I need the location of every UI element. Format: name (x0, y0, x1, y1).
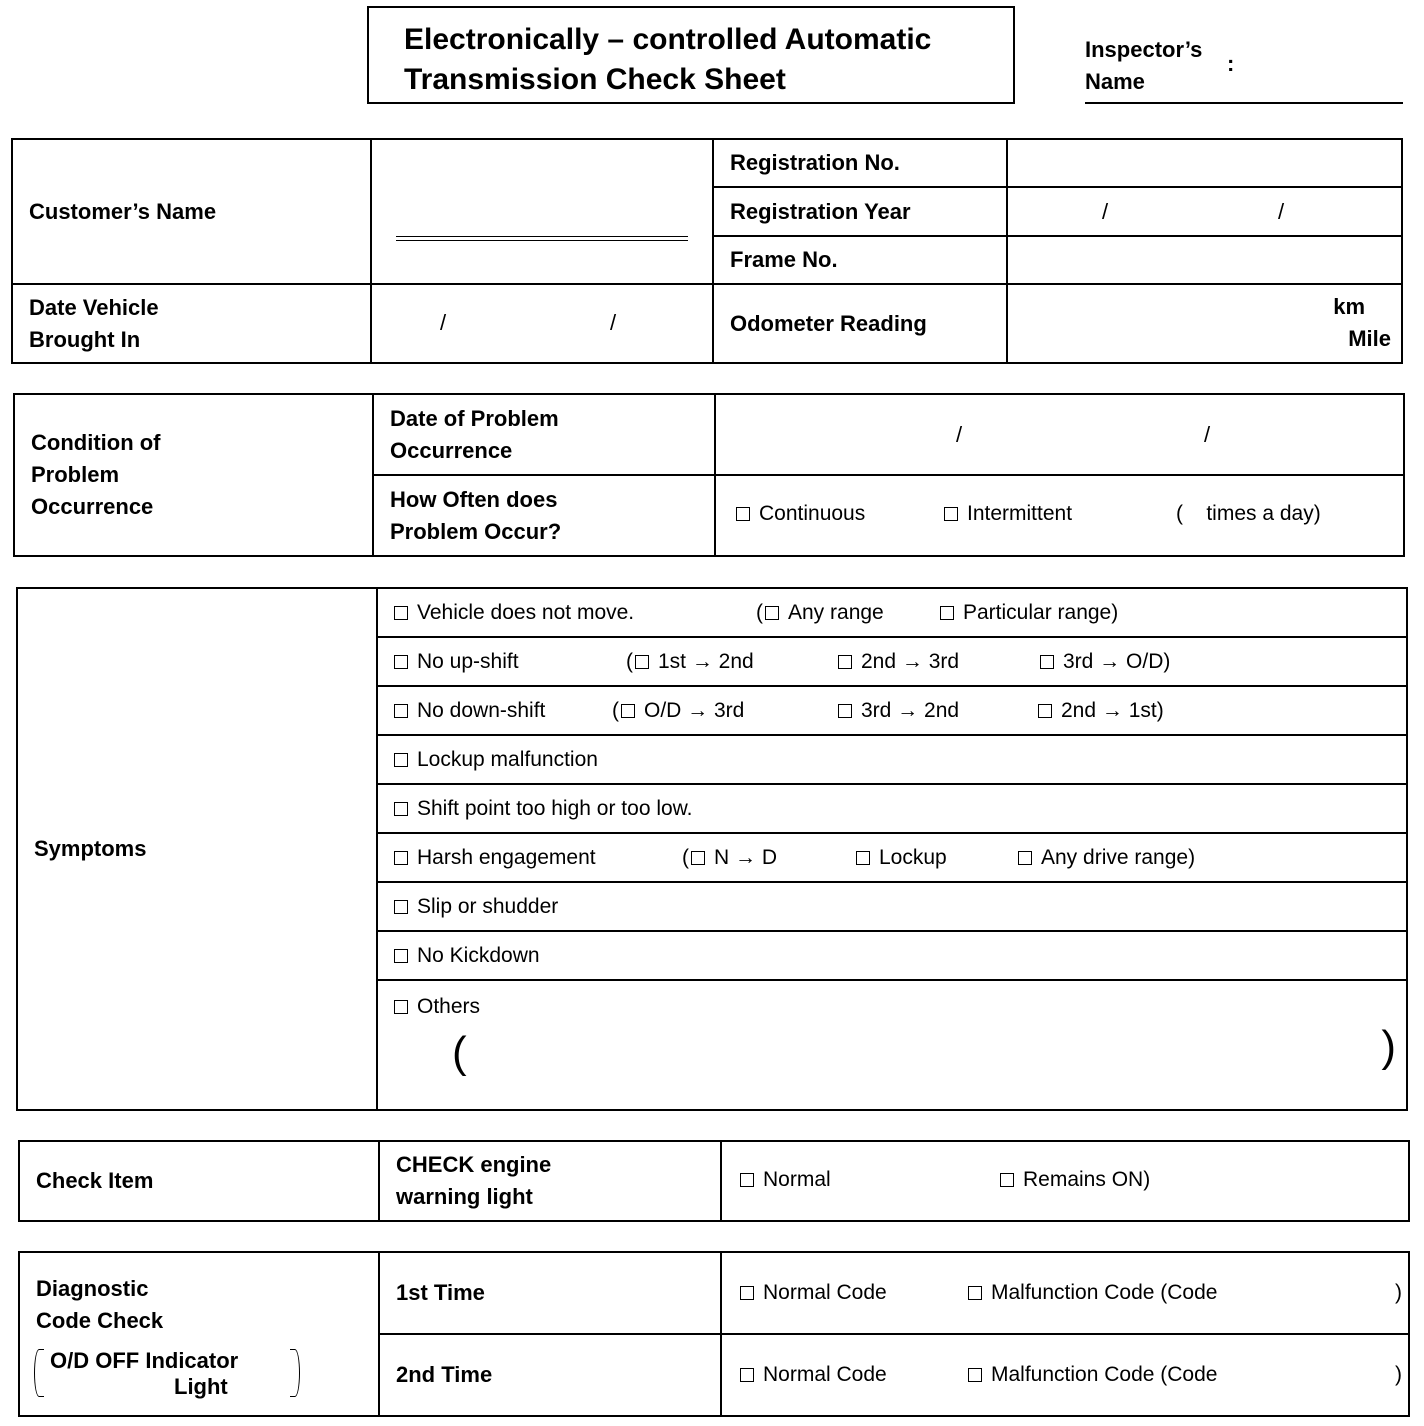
diagnostic-paren-close (290, 1349, 300, 1397)
second-code-close-paren: ) (1395, 1363, 1402, 1386)
odometer-field[interactable] (1007, 284, 1402, 363)
paren-open: ( (612, 699, 619, 722)
symptom-row (377, 637, 1407, 686)
second-time-label: 2nd Time (396, 1362, 493, 1387)
option-particular-range[interactable] (940, 597, 1118, 629)
diagnostic-table (18, 1251, 1410, 1417)
checkbox-second-normal-code[interactable] (740, 1368, 754, 1382)
checkbox-slip-shudder[interactable] (394, 900, 408, 914)
inspector-name-line[interactable] (1085, 102, 1403, 104)
inspector-label-line1: Inspector’s (1085, 37, 1203, 62)
paren-open: ( (756, 601, 763, 624)
checkbox-od-3rd[interactable] (621, 704, 635, 718)
option-n-d[interactable] (682, 842, 777, 874)
others-input-area[interactable] (478, 1031, 1358, 1081)
condition-label-line2: Problem (31, 462, 120, 487)
option-any-drive-range-label: Any drive range) (1041, 846, 1196, 869)
option-intermittent-label: Intermittent (967, 502, 1073, 525)
customer-name-label: Customer’s Name (29, 198, 217, 224)
problem-frequency-label-cell (373, 475, 715, 556)
check-engine-label-cell (379, 1141, 721, 1221)
symptom-row (377, 882, 1407, 931)
checkbox-no-downshift[interactable] (394, 704, 408, 718)
symptom-shift-point[interactable] (394, 793, 693, 825)
date-brought-in-slash-2: / (610, 310, 617, 336)
checkbox-any-drive-range[interactable] (1018, 851, 1032, 865)
problem-date-field[interactable] (715, 394, 1404, 475)
checkbox-no-upshift[interactable] (394, 655, 408, 669)
symptom-no-kickdown-label: No Kickdown (417, 944, 540, 967)
inspector-colon: : (1227, 51, 1235, 76)
problem-frequency-label-line1: How Often does (390, 486, 558, 512)
option-3rd-2nd[interactable] (838, 695, 959, 727)
option-normal[interactable] (740, 1164, 831, 1196)
symptoms-label: Symptoms (34, 836, 147, 861)
diagnostic-sub-label-line1: O/D OFF Indicator (50, 1348, 239, 1373)
registration-year-label: Registration Year (730, 198, 911, 224)
checkbox-lockup-malfunction[interactable] (394, 753, 408, 767)
date-brought-in-label-cell (12, 284, 371, 363)
first-time-label-cell (379, 1252, 721, 1334)
symptom-row (377, 784, 1407, 833)
page-title-line1: Electronically – controlled Automatic (404, 23, 932, 56)
symptom-row (377, 735, 1407, 784)
option-n-d-label: N → D (714, 846, 777, 869)
checkbox-harsh-engagement[interactable] (394, 851, 408, 865)
registration-no-field[interactable] (1007, 139, 1402, 187)
condition-label-line1: Condition of (31, 430, 161, 455)
first-code-close-paren: ) (1395, 1281, 1402, 1304)
problem-frequency-field (715, 475, 1404, 556)
first-time-label: 1st Time (396, 1280, 485, 1305)
option-normal-label: Normal (763, 1168, 831, 1191)
customer-name-field[interactable] (371, 139, 713, 284)
checkbox-3rd-2nd[interactable] (838, 704, 852, 718)
symptom-row (377, 931, 1407, 980)
check-item-table (18, 1140, 1410, 1222)
problem-date-slash-1: / (956, 422, 963, 447)
option-2nd-3rd-label: 2nd → 3rd (861, 650, 960, 673)
inspector-label-line2: Name (1085, 69, 1145, 94)
symptoms-table (16, 587, 1408, 1111)
symptoms-label-cell (17, 588, 377, 1110)
checkbox-lockup[interactable] (856, 851, 870, 865)
condition-label-cell (14, 394, 373, 556)
checkbox-1st-2nd[interactable] (635, 655, 649, 669)
page-title-line2: Transmission Check Sheet (404, 63, 786, 96)
symptom-harsh-engagement-label: Harsh engagement (417, 846, 596, 869)
frame-no-label-cell (713, 236, 1007, 284)
option-remains-on[interactable] (1000, 1164, 1150, 1196)
diagnostic-label-line2: Code Check (36, 1308, 164, 1333)
times-a-day-label: ( times a day) (1176, 502, 1321, 525)
first-normal-code-label: Normal Code (763, 1281, 887, 1304)
paren-open: ( (626, 650, 633, 673)
checkbox-particular-range[interactable] (940, 606, 954, 620)
checkbox-3rd-od[interactable] (1040, 655, 1054, 669)
date-brought-in-label-line1: Date Vehicle (29, 294, 159, 320)
diagnostic-sub-label-line2: Light (174, 1374, 228, 1399)
registration-year-field[interactable] (1007, 187, 1402, 235)
diagnostic-label-cell (19, 1252, 379, 1416)
option-any-drive-range[interactable] (1018, 842, 1195, 874)
checkbox-first-normal-code[interactable] (740, 1286, 754, 1300)
others-bracket-close: ) (1381, 1022, 1396, 1071)
symptom-row (377, 686, 1407, 735)
checkbox-normal[interactable] (740, 1173, 754, 1187)
second-time-field (721, 1334, 1409, 1416)
date-brought-in-slash-1: / (440, 310, 447, 336)
symptom-no-downshift-label: No down-shift (417, 699, 546, 722)
option-od-3rd-label: O/D → 3rd (644, 699, 745, 722)
first-time-field (721, 1252, 1409, 1334)
second-time-label-cell (379, 1334, 721, 1416)
checkbox-2nd-1st[interactable] (1038, 704, 1052, 718)
symptom-no-upshift[interactable] (394, 646, 519, 678)
symptom-no-kickdown[interactable] (394, 940, 540, 972)
paren-open: ( (682, 846, 689, 869)
symptom-vehicle-no-move[interactable] (394, 597, 634, 629)
registration-no-label-cell (713, 139, 1007, 187)
option-continuous-label: Continuous (759, 502, 866, 525)
symptom-row (377, 833, 1407, 882)
problem-date-label-cell (373, 394, 715, 475)
registration-no-label: Registration No. (730, 150, 900, 176)
option-2nd-3rd[interactable] (838, 646, 959, 678)
second-normal-code[interactable] (740, 1359, 887, 1391)
others-bracket-open: ( (452, 1028, 467, 1077)
checkbox-others[interactable] (394, 1000, 408, 1014)
check-engine-label-line1: CHECK engine (396, 1152, 552, 1177)
option-lockup-label: Lockup (879, 846, 947, 869)
option-any-range-label: Any range (788, 601, 884, 624)
date-brought-in-field[interactable] (371, 284, 713, 363)
symptom-harsh-engagement[interactable] (394, 842, 596, 874)
customer-name-double-line (396, 236, 688, 241)
symptom-row-others (377, 980, 1407, 1110)
registration-year-slash-1: / (1102, 199, 1109, 225)
option-any-range[interactable] (756, 597, 884, 629)
option-3rd-od-label: 3rd → O/D) (1063, 650, 1171, 673)
date-brought-in-label-line2: Brought In (29, 326, 141, 352)
checkbox-n-d[interactable] (691, 851, 705, 865)
option-2nd-1st[interactable] (1038, 695, 1164, 727)
second-malfunction-code[interactable] (968, 1359, 1217, 1391)
second-normal-code-label: Normal Code (763, 1363, 887, 1386)
second-malfunction-code-label: Malfunction Code (Code (991, 1363, 1218, 1386)
symptom-others[interactable] (394, 991, 480, 1023)
odometer-unit-mile: Mile (1348, 326, 1391, 352)
first-malfunction-code[interactable] (968, 1277, 1217, 1309)
checkbox-intermittent[interactable] (944, 507, 958, 521)
checkbox-second-malfunction-code[interactable] (968, 1368, 982, 1382)
symptom-shift-point-label: Shift point too high or too low. (417, 797, 693, 820)
frame-no-label: Frame No. (730, 247, 838, 273)
option-lockup[interactable] (856, 842, 947, 874)
option-3rd-2nd-label: 3rd → 2nd (861, 699, 960, 722)
diagnostic-paren-open (34, 1349, 44, 1397)
frame-no-field[interactable] (1007, 236, 1402, 284)
diagnostic-label-line1: Diagnostic (36, 1276, 149, 1301)
first-normal-code[interactable] (740, 1277, 887, 1309)
checkbox-first-malfunction-code[interactable] (968, 1286, 982, 1300)
condition-label-line3: Occurrence (31, 494, 154, 519)
checkbox-2nd-3rd[interactable] (838, 655, 852, 669)
option-od-3rd[interactable] (612, 695, 744, 727)
checkbox-no-kickdown[interactable] (394, 949, 408, 963)
symptom-slip-shudder[interactable] (394, 891, 558, 923)
checkbox-any-range[interactable] (765, 606, 779, 620)
checkbox-continuous[interactable] (736, 507, 750, 521)
option-1st-2nd-label: 1st → 2nd (658, 650, 754, 673)
problem-date-label-line2: Occurrence (390, 437, 513, 463)
odometer-label-cell (713, 284, 1007, 363)
check-engine-label-line2: warning light (396, 1184, 533, 1209)
problem-date-slash-2: / (1204, 422, 1211, 447)
odometer-label: Odometer Reading (730, 310, 927, 336)
option-particular-range-label: Particular range) (963, 601, 1119, 624)
check-item-label: Check Item (36, 1168, 154, 1193)
option-3rd-od[interactable] (1040, 646, 1170, 678)
vehicle-info-table (11, 138, 1403, 364)
option-intermittent[interactable] (944, 498, 1072, 530)
symptom-lockup-malfunction[interactable] (394, 744, 598, 776)
checkbox-vehicle-no-move[interactable] (394, 606, 408, 620)
symptom-no-downshift[interactable] (394, 695, 545, 727)
symptom-lockup-malfunction-label: Lockup malfunction (417, 748, 598, 771)
registration-year-slash-2: / (1278, 199, 1285, 225)
checkbox-remains-on[interactable] (1000, 1173, 1014, 1187)
condition-table (13, 393, 1405, 557)
symptom-no-upshift-label: No up-shift (417, 650, 519, 673)
symptom-vehicle-no-move-label: Vehicle does not move. (417, 601, 635, 624)
option-remains-on-label: Remains ON) (1023, 1168, 1151, 1191)
option-continuous[interactable] (736, 498, 865, 530)
problem-date-label-line1: Date of Problem (390, 405, 559, 431)
customer-name-label-cell (12, 139, 371, 284)
check-item-label-cell (19, 1141, 379, 1221)
registration-year-label-cell (713, 187, 1007, 235)
symptom-slip-shudder-label: Slip or shudder (417, 895, 559, 918)
title-box (367, 6, 1015, 104)
odometer-unit-km: km (1333, 294, 1365, 320)
first-malfunction-code-label: Malfunction Code (Code (991, 1281, 1218, 1304)
checkbox-shift-point[interactable] (394, 802, 408, 816)
problem-frequency-label-line2: Problem Occur? (390, 518, 562, 544)
option-1st-2nd[interactable] (626, 646, 754, 678)
symptom-others-label: Others (417, 995, 481, 1018)
option-2nd-1st-label: 2nd → 1st) (1061, 699, 1164, 722)
symptom-row (377, 588, 1407, 637)
check-engine-field (721, 1141, 1409, 1221)
